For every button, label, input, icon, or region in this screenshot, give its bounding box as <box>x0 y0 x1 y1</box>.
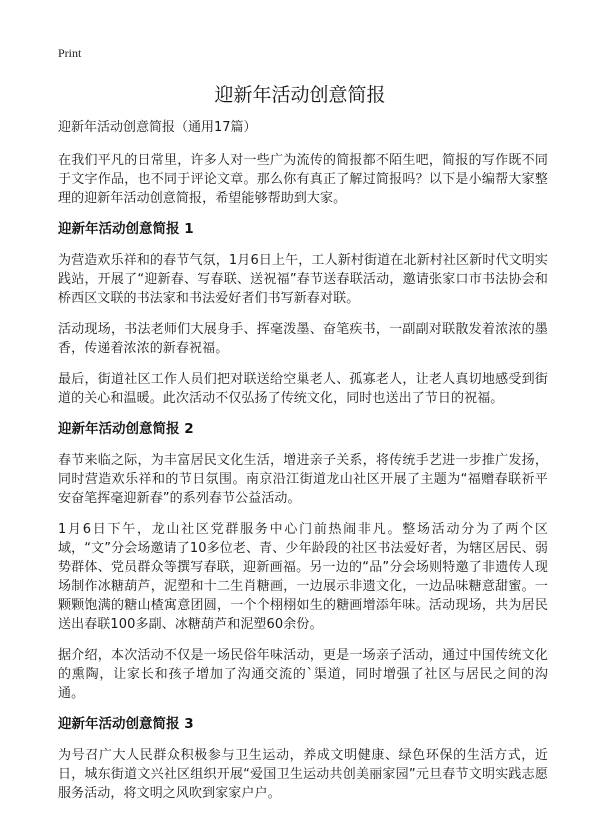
document-body <box>58 119 548 815</box>
page-title: 迎新年活动创意简报 <box>214 84 386 106</box>
section-2-paragraph-3: 据介绍，本次活动不仅是一场民俗年味活动，更是一场亲子活动，通过中国传统文化的熏陶，让家长和孩子增加了沟通交流的`渠道，同时增强了社区与居民之间的沟通。 <box>58 648 548 701</box>
section-3-paragraph-1: 为号召广大人民群众积极参与卫生运动，养成文明健康、绿色环保的生活方式，近日，城东街道文兴社区组织开展“爱国卫生运动共创美丽家园”元旦春节文明实践志愿服务活动，将文明之风吹到家家户户。 <box>58 748 548 801</box>
section-1-paragraph-1: 为营造欢乐祥和的春节气氛，1月6日上午，工人新村街道在北新村社区新时代文明实践站，开展了“迎新春、写春联、送祝福”春节送春联活动，邀请张家口市书法协会和桥西区文联的书法家和书法爱好者们书写新春对联。 <box>58 253 548 306</box>
section-2-paragraph-2: 1月6日下午，龙山社区党群服务中心门前热闹非凡。整场活动分为了两个区域，“文”分会场邀请了10多位老、青、少年龄段的社区书法爱好者，为辖区居民、弱势群体、党员群众等撰写春联，迎新画福。另一边的“品”分会场则特邀了非遗传人现场制作冰糖葫芦，泥塑和十二生肖糖画，一边展示非遗文化，一边品味糖意甜蜜。一颗颗饱满的糖山楂寓意团圆，一个个栩栩如生的糖画增添年味。活动现场，共为居民送出春联100多副、冰糖葫芦和泥塑60余份。 <box>58 522 548 632</box>
section-heading-3: 迎新年活动创意简报 3 <box>58 716 194 732</box>
section-1-paragraph-3: 最后，街道社区工作人员们把对联送给空巢老人、孤寡老人，让老人真切地感受到街道的关心和温暖。此次活动不仅弘扬了传统文化，同时也送出了节日的祝福。 <box>58 372 548 406</box>
section-2-paragraph-1: 春节来临之际，为丰富居民文化生活，增进亲子关系，将传统手艺进一步推广发扬，同时营造欢乐祥和的节日氛围。南京沿江街道龙山社区开展了主题为“福赠春联祈平安奋笔挥毫迎新春”的系列春节公益活动。 <box>58 453 548 506</box>
document-subtitle: 迎新年活动创意简报（通用17篇） <box>58 120 257 135</box>
intro-paragraph: 在我们平凡的日常里，许多人对一些广为流传的简报都不陌生吧，简报的写作既不同于文字作品，也不同于评论文章。那么你有真正了解过简报吗？以下是小编帮大家整理的迎新年活动创意简报，希望能够帮助到大家。 <box>58 153 548 206</box>
print-link[interactable]: Print <box>58 46 82 60</box>
section-heading-1: 迎新年活动创意简报 1 <box>58 221 194 237</box>
section-heading-2: 迎新年活动创意简报 2 <box>58 421 194 437</box>
section-1-paragraph-2: 活动现场，书法老师们大展身手、挥毫泼墨、奋笔疾书，一副副对联散发着浓浓的墨香，传递着浓浓的新春祝福。 <box>58 322 548 356</box>
